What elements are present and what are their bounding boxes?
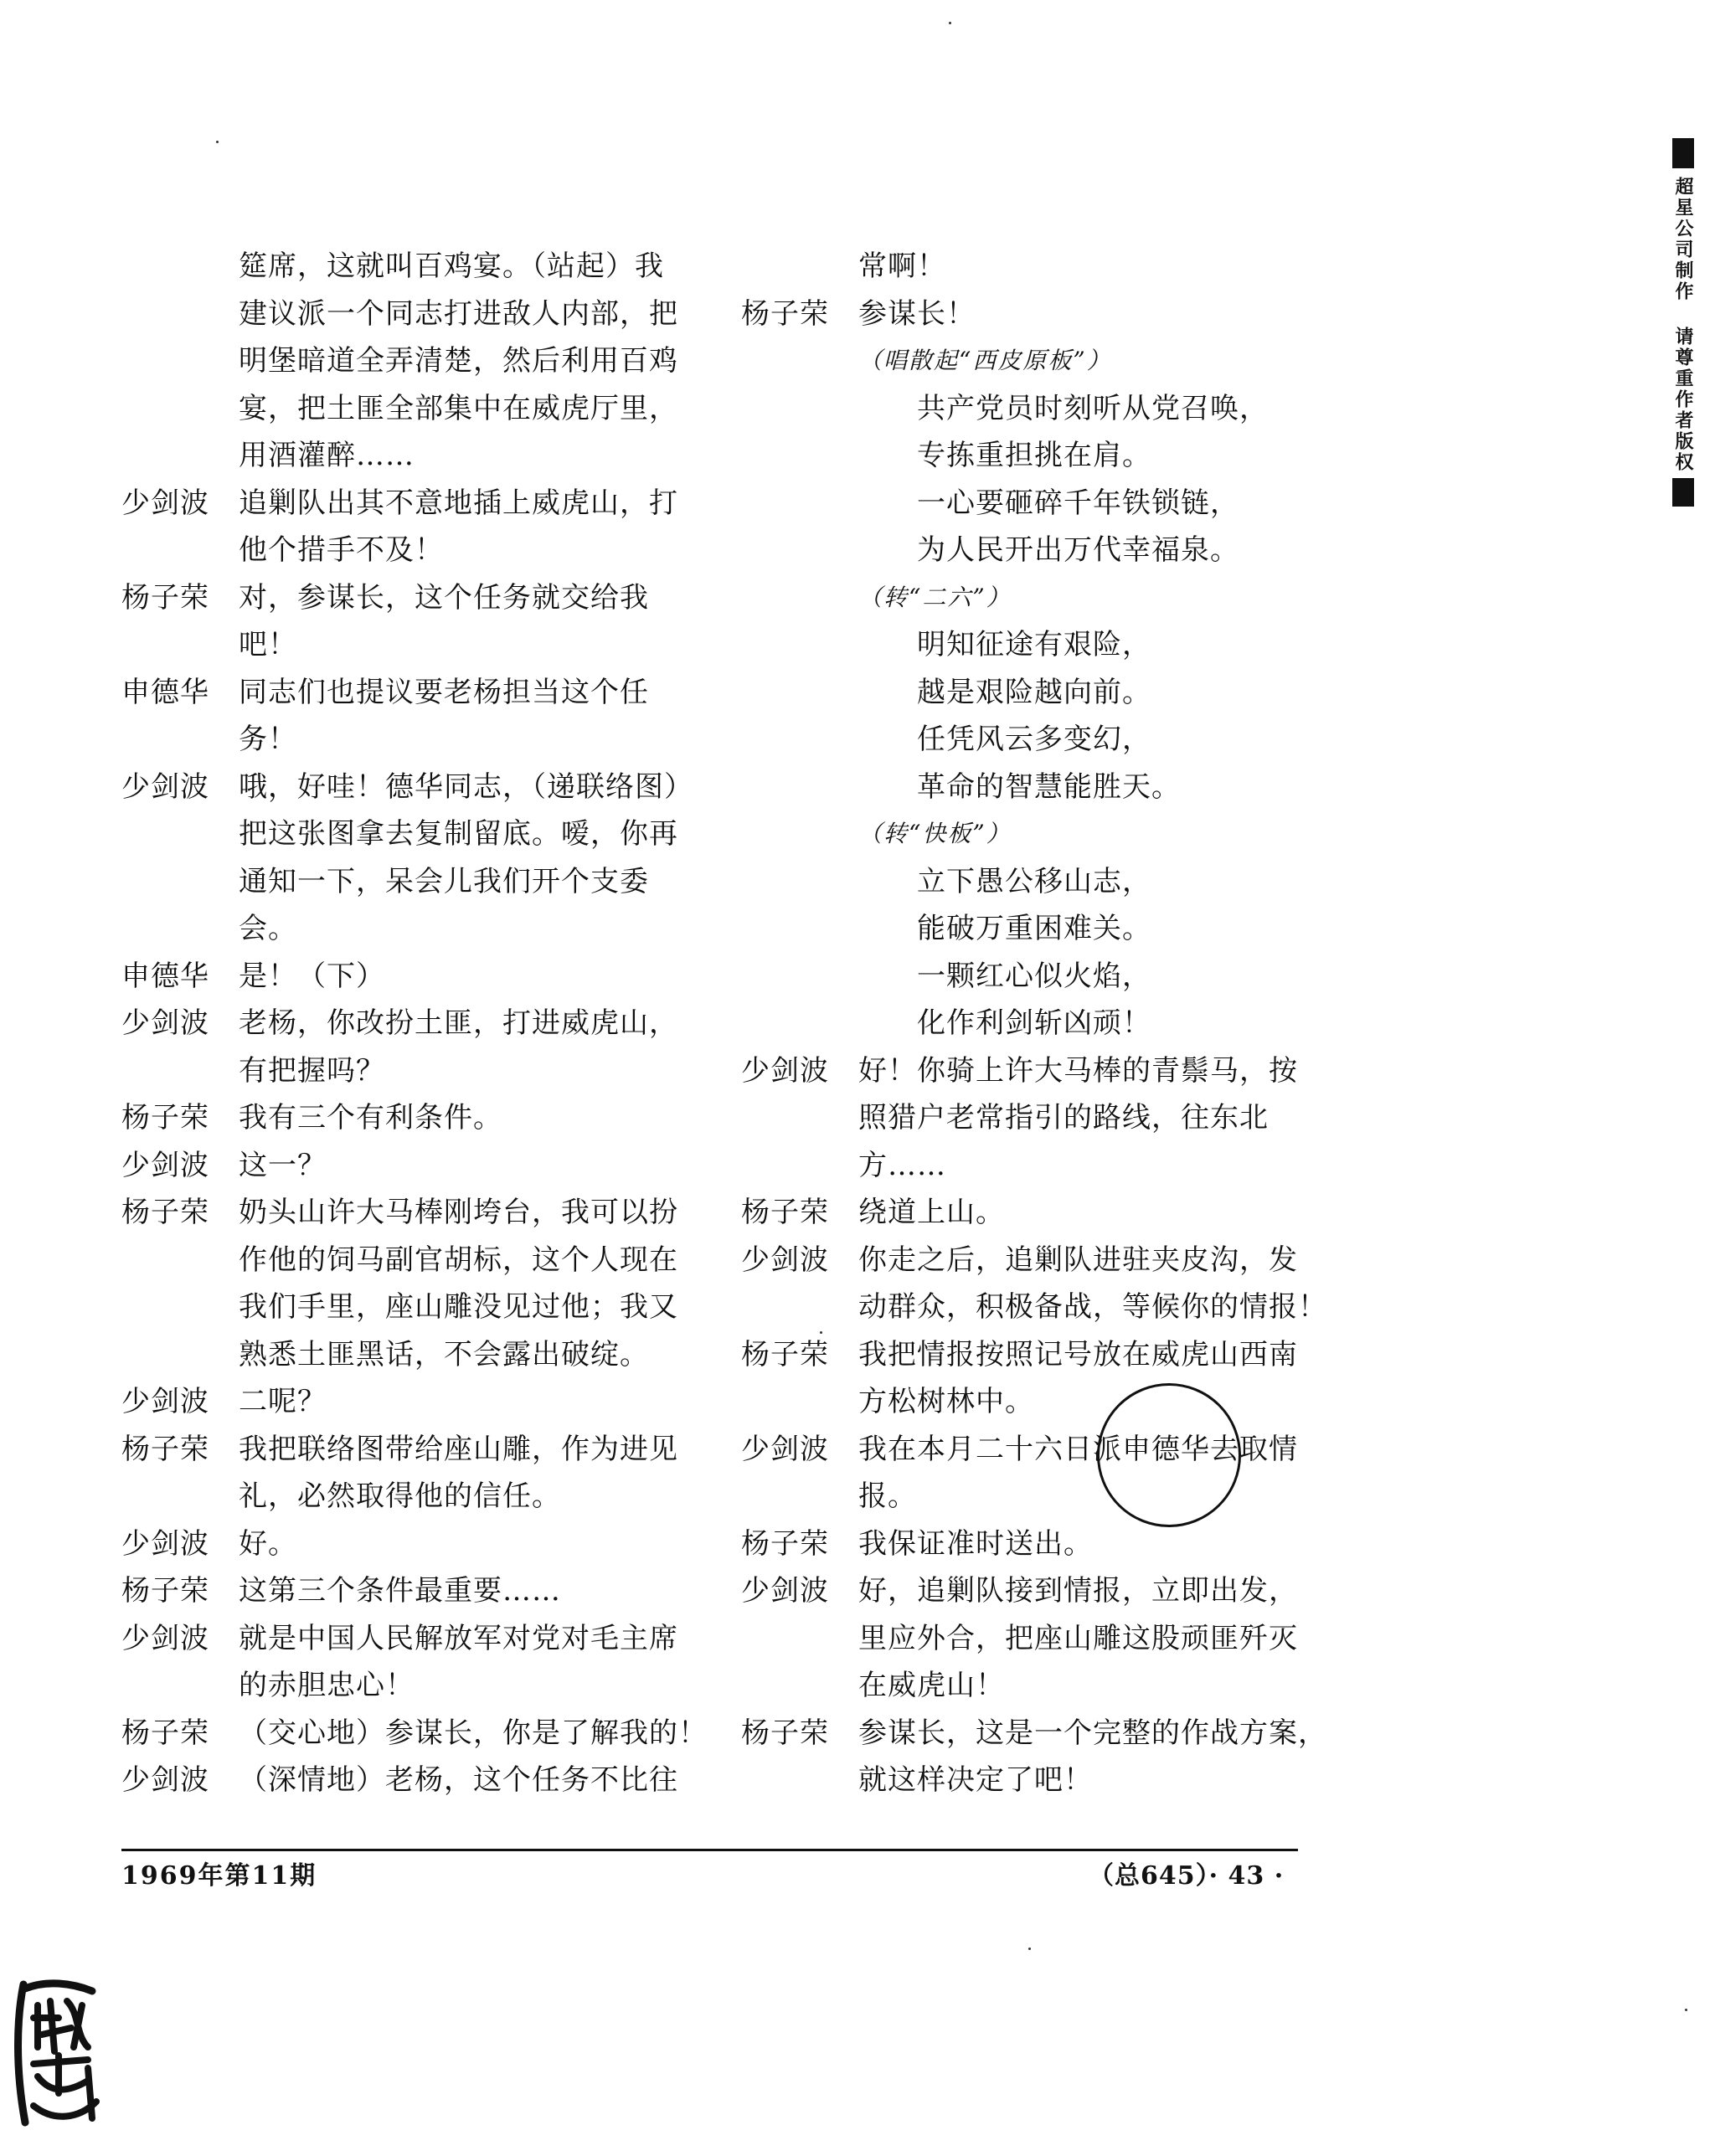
- left-dialogue-line: [121, 858, 691, 906]
- line-text: 在威虎山！: [858, 1669, 1005, 1702]
- left-dialogue-line: [121, 1237, 691, 1284]
- left-dialogue-line: [121, 1426, 691, 1474]
- left-dialogue-line: [121, 1567, 691, 1615]
- speaker-name: 杨子荣: [741, 1526, 829, 1561]
- right-dialogue-line: [741, 1237, 1311, 1284]
- footer-issue: 1969年第11期: [121, 1861, 317, 1891]
- line-text: 追剿队出其不意地插上威虎山，打: [239, 486, 678, 520]
- speaker-name: 少剑波: [121, 1526, 209, 1561]
- speaker-name: 杨子荣: [741, 1716, 829, 1750]
- left-dialogue-line: [121, 1662, 691, 1710]
- right-verse-line: [741, 385, 1311, 433]
- left-dialogue-line: [121, 1094, 691, 1142]
- right-dialogue-line: [741, 1615, 1311, 1663]
- right-dialogue-line: [741, 243, 1311, 291]
- left-dialogue-line: [121, 1521, 691, 1568]
- left-dialogue-line: [121, 480, 691, 527]
- line-text: 专拣重担挑在肩。: [917, 439, 1151, 472]
- speaker-name: 少剑波: [741, 1053, 829, 1088]
- line-text: 常啊！: [858, 250, 946, 283]
- line-text: 奶头山许大马棒刚垮台，我可以扮: [239, 1196, 678, 1229]
- right-stage-direction: [741, 574, 1311, 622]
- line-text: 为人民开出万代幸福泉。: [917, 533, 1239, 567]
- speaker-name: 杨子荣: [121, 1574, 209, 1608]
- right-verse-line: [741, 621, 1311, 669]
- speaker-name: 杨子荣: [741, 1337, 829, 1371]
- line-text: 是！（下）: [239, 959, 385, 993]
- left-dialogue-line: [121, 810, 691, 858]
- line-text: 哦，好哇！德华同志，（递联络图）: [239, 769, 693, 804]
- speaker-name: 少剑波: [741, 1574, 829, 1608]
- right-dialogue-line: [741, 1047, 1311, 1095]
- line-text: 务！: [239, 723, 297, 756]
- scan-speck: [216, 141, 219, 143]
- line-text: 一心要砸碎千年铁锁链，: [917, 486, 1239, 520]
- right-stage-direction: [741, 810, 1311, 858]
- left-dialogue-line: [121, 1000, 691, 1047]
- line-text: 化作利剑斩凶顽！: [917, 1006, 1151, 1040]
- line-text: 绕道上山。: [858, 1196, 1005, 1229]
- left-dialogue-line: [121, 621, 691, 669]
- line-text: 参谋长，这是一个完整的作战方案，: [858, 1716, 1327, 1750]
- line-text: 我在本月二十六日派申德华去取情: [858, 1432, 1298, 1466]
- right-dialogue-line: [741, 1189, 1311, 1237]
- line-text: 里应外合，把座山雕这股顽匪歼灭: [858, 1621, 1298, 1655]
- line-text: 动群众，积极备战，等候你的情报！: [858, 1290, 1327, 1324]
- line-text: 礼，必然取得他的信任。: [239, 1479, 561, 1513]
- speaker-name: 少剑波: [121, 486, 209, 520]
- line-text: 把这张图拿去复制留底。嗳，你再: [239, 817, 678, 851]
- right-dialogue-line: [741, 1094, 1311, 1142]
- line-text: 同志们也提议要老杨担当这个任: [239, 675, 649, 709]
- left-dialogue-line: [121, 764, 691, 811]
- line-text: 二呢？: [239, 1385, 327, 1418]
- line-text: 一颗红心似火焰，: [917, 959, 1151, 993]
- line-text: 我把情报按照记号放在威虎山西南: [858, 1337, 1298, 1371]
- right-verse-line: [741, 432, 1311, 480]
- speaker-name: 少剑波: [121, 1006, 209, 1040]
- line-text: 作他的饲马副官胡标，这个人现在: [239, 1243, 678, 1277]
- line-text: 革命的智慧能胜天。: [917, 769, 1181, 804]
- right-dialogue-line: [741, 1567, 1311, 1615]
- line-text: 好！你骑上许大马棒的青鬃马，按: [858, 1053, 1298, 1088]
- line-text: 对，参谋长，这个任务就交给我: [239, 580, 649, 615]
- right-dialogue-line: [741, 1284, 1327, 1331]
- left-dialogue-line: [121, 243, 691, 291]
- footer-rule: [121, 1849, 1298, 1851]
- right-verse-line: [741, 905, 1311, 953]
- line-text: 任凭风云多变幻，: [917, 723, 1151, 756]
- line-text: 好，追剿队接到情报，立即出发，: [858, 1574, 1298, 1608]
- line-text: 能破万重困难关。: [917, 912, 1151, 945]
- speaker-name: 少剑波: [741, 1432, 829, 1466]
- speaker-name: 杨子荣: [121, 1716, 209, 1750]
- line-text: 方松树林中。: [858, 1385, 1034, 1418]
- right-verse-line: [741, 764, 1311, 811]
- line-text: 明堡暗道全弄清楚，然后利用百鸡: [239, 344, 678, 378]
- speaker-name: 申德华: [121, 675, 209, 709]
- left-dialogue-line: [121, 1757, 691, 1804]
- right-dialogue-line: [741, 1521, 1311, 1568]
- left-dialogue-line: [121, 953, 691, 1001]
- line-text: 照猎户老常指引的路线，往东北: [858, 1101, 1269, 1135]
- left-dialogue-line: [121, 1142, 691, 1190]
- line-text: 你走之后，追剿队进驻夹皮沟，发: [858, 1243, 1298, 1277]
- line-text: 有把握吗？: [239, 1053, 385, 1088]
- right-dialogue-line: [741, 1662, 1311, 1710]
- speaker-name: 杨子荣: [121, 1101, 209, 1135]
- left-dialogue-line: [121, 1378, 691, 1426]
- right-stage-direction: [741, 337, 1311, 385]
- left-dialogue-line: [121, 527, 691, 574]
- line-text: （交心地）参谋长，你是了解我的！: [239, 1716, 708, 1750]
- line-text: 方……: [858, 1148, 946, 1182]
- line-text: 好。: [239, 1526, 297, 1561]
- left-dialogue-line: [121, 1710, 708, 1757]
- line-text: 参谋长！: [858, 296, 976, 331]
- line-text: 共产党员时刻听从党召唤，: [917, 391, 1269, 425]
- line-text: 筵席，这就叫百鸡宴。（站起）我: [239, 250, 664, 283]
- footer-page-number: （总645）· 43 ·: [1089, 1861, 1285, 1891]
- left-dialogue-line: [121, 905, 691, 953]
- right-column: [741, 243, 1327, 1804]
- right-verse-line: [741, 858, 1311, 906]
- line-text: 的赤胆忠心！: [239, 1669, 415, 1702]
- line-text: 立下愚公移山志，: [917, 864, 1151, 898]
- speaker-name: 少剑波: [121, 769, 209, 804]
- left-dialogue-line: [121, 1189, 691, 1237]
- left-dialogue-line: [121, 716, 691, 764]
- side-bar-top: [1672, 138, 1694, 168]
- scan-speck: [1028, 1948, 1031, 1950]
- line-text: （转“快板”）: [858, 820, 1012, 847]
- speaker-name: 少剑波: [121, 1148, 209, 1182]
- line-text: 就是中国人民解放军对党对毛主席: [239, 1621, 678, 1655]
- speaker-name: 少剑波: [121, 1621, 209, 1655]
- speaker-name: 少剑波: [121, 1763, 209, 1797]
- speaker-name: 杨子荣: [121, 1196, 209, 1229]
- line-text: 我把联络图带给座山雕，作为进见: [239, 1432, 678, 1466]
- line-text: 我有三个有利条件。: [239, 1101, 502, 1135]
- speaker-name: 杨子荣: [121, 1432, 209, 1466]
- line-text: 通知一下，呆会儿我们开个支委: [239, 864, 649, 898]
- line-text: 他个措手不及！: [239, 533, 444, 567]
- side-copyright-note: [1666, 138, 1700, 507]
- right-dialogue-line: [741, 1710, 1327, 1757]
- left-dialogue-line: [121, 1331, 691, 1379]
- left-dialogue-line: [121, 432, 691, 480]
- side-copyright-text: 超星公司制作 请尊重作者版权: [1672, 177, 1694, 473]
- left-dialogue-line: [121, 291, 691, 338]
- line-text: 建议派一个同志打进敌人内部，把: [239, 296, 678, 331]
- speaker-name: 少剑波: [121, 1385, 209, 1418]
- left-dialogue-line: [121, 385, 691, 433]
- right-dialogue-line: [741, 1142, 1311, 1190]
- speaker-name: 申德华: [121, 959, 209, 993]
- circle-stamp-mark: [1097, 1383, 1241, 1527]
- line-text: （转“二六”）: [858, 583, 1012, 611]
- line-text: 这第三个条件最重要……: [239, 1574, 561, 1608]
- scan-speck: [949, 22, 951, 24]
- line-text: 宴，把土匪全部集中在威虎厅里，: [239, 391, 678, 425]
- right-dialogue-line: [741, 1757, 1311, 1804]
- line-text: 用酒灌醉……: [239, 439, 415, 472]
- line-text: 我们手里，座山雕没见过他；我又: [239, 1290, 678, 1324]
- speaker-name: 杨子荣: [741, 296, 829, 331]
- right-verse-line: [741, 669, 1311, 717]
- line-text: 这一？: [239, 1148, 327, 1182]
- speaker-name: 杨子荣: [121, 580, 209, 615]
- right-verse-line: [741, 527, 1311, 574]
- right-dialogue-line: [741, 1331, 1311, 1379]
- line-text: 吧！: [239, 628, 297, 661]
- line-text: 报。: [858, 1479, 917, 1513]
- line-text: 就这样决定了吧！: [858, 1763, 1093, 1797]
- side-bar-bottom: [1672, 478, 1694, 507]
- line-text: 明知征途有艰险，: [917, 628, 1151, 661]
- left-dialogue-line: [121, 574, 691, 622]
- left-column: [121, 243, 708, 1804]
- left-dialogue-line: [121, 1615, 691, 1663]
- scan-speck: [820, 1331, 822, 1334]
- right-dialogue-line: [741, 291, 1311, 338]
- left-dialogue-line: [121, 669, 691, 717]
- line-text: （深情地）老杨，这个任务不比往: [239, 1763, 678, 1797]
- line-text: 熟悉土匪黑话，不会露出破绽。: [239, 1337, 649, 1371]
- duxiu-seal-logo: [8, 1968, 109, 2139]
- line-text: 老杨，你改扮土匪，打进威虎山，: [239, 1006, 678, 1040]
- line-text: 会。: [239, 912, 297, 945]
- right-verse-line: [741, 953, 1311, 1001]
- scan-speck: [1685, 2009, 1687, 2011]
- line-text: （唱散起“西皮原板”）: [858, 347, 1112, 374]
- line-text: 我保证准时送出。: [858, 1526, 1093, 1561]
- left-dialogue-line: [121, 1473, 691, 1521]
- speaker-name: 少剑波: [741, 1243, 829, 1277]
- left-dialogue-line: [121, 1284, 691, 1331]
- line-text: 越是艰险越向前。: [917, 675, 1151, 709]
- left-dialogue-line: [121, 1047, 691, 1095]
- right-verse-line: [741, 480, 1311, 527]
- right-verse-line: [741, 716, 1311, 764]
- left-dialogue-line: [121, 337, 691, 385]
- right-verse-line: [741, 1000, 1311, 1047]
- speaker-name: 杨子荣: [741, 1196, 829, 1229]
